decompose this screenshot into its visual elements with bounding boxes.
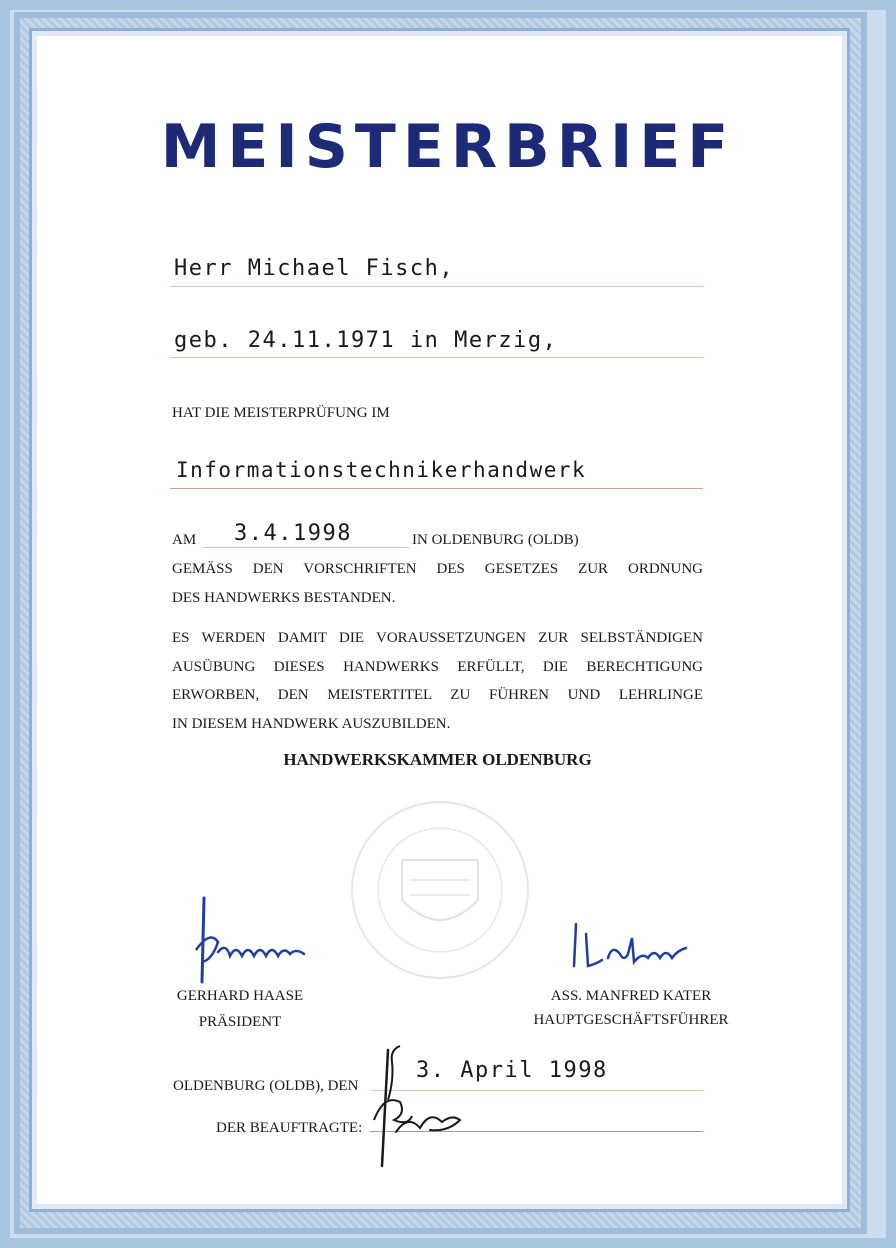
paragraph-line: IN DIESEM HANDWERK AUSZUBILDEN. [172,715,451,732]
managing-director-signature-icon [568,918,698,978]
paragraph-line: ES WERDEN DAMIT DIE VORAUSSETZUNGEN ZUR SELBSTÄNDIGEN [172,630,703,646]
recipient-name: Herr Michael Fisch, [174,256,455,281]
paragraph-line: DES HANDWERKS BESTANDEN. [172,589,396,606]
name-underline [170,286,703,287]
paragraph-line: GEMÄSS DEN VORSCHRIFTEN DES GESETZES ZUR ORDNUNG [172,561,703,577]
issue-place-label: OLDENBURG (OLDB), DEN [173,1078,359,1094]
exam-place: IN OLDENBURG (OLDB) [412,532,579,548]
chamber-name: HANDWERKSKAMMER OLDENBURG [283,750,592,769]
birth-info: geb. 24.11.1971 in Merzig, [174,328,558,353]
president-role: PRÄSIDENT [198,1014,282,1030]
president-name: GERHARD HAASE [176,988,304,1004]
exam-date: 3.4.1998 [234,521,352,546]
agent-signature-icon [360,1040,470,1175]
certificate-title: MEISTERBRIEF [160,112,736,182]
paragraph-line: ERWORBEN, DEN MEISTERTITEL ZU FÜHREN UND LEHRLINGE [172,687,703,703]
exam-intro: HAT DIE MEISTERPRÜFUNG IM [172,405,390,421]
trade-name: Informationstechnikerhandwerk [176,458,587,482]
paragraph-line: AUSÜBUNG DIESES HANDWERKS ERFÜLLT, DIE BERECHTIGUNG [172,658,703,675]
agent-label: DER BEAUFTRAGTE: [216,1120,363,1136]
paragraph-entitlement [172,624,703,738]
issue-date: 3. April 1998 [416,1058,608,1083]
president-signature-icon [192,890,317,990]
date-prefix: AM [172,532,197,548]
certificate-paper [29,28,850,1212]
birth-underline [170,357,703,358]
director-name: ASS. MANFRED KATER [550,988,712,1004]
director-role: HAUPTGESCHÄFTSFÜHRER [533,1012,729,1028]
exam-date-underline [203,547,409,548]
embossed-seal-icon [340,790,540,990]
trade-underline [170,488,703,489]
paragraph-regulations [172,555,703,612]
